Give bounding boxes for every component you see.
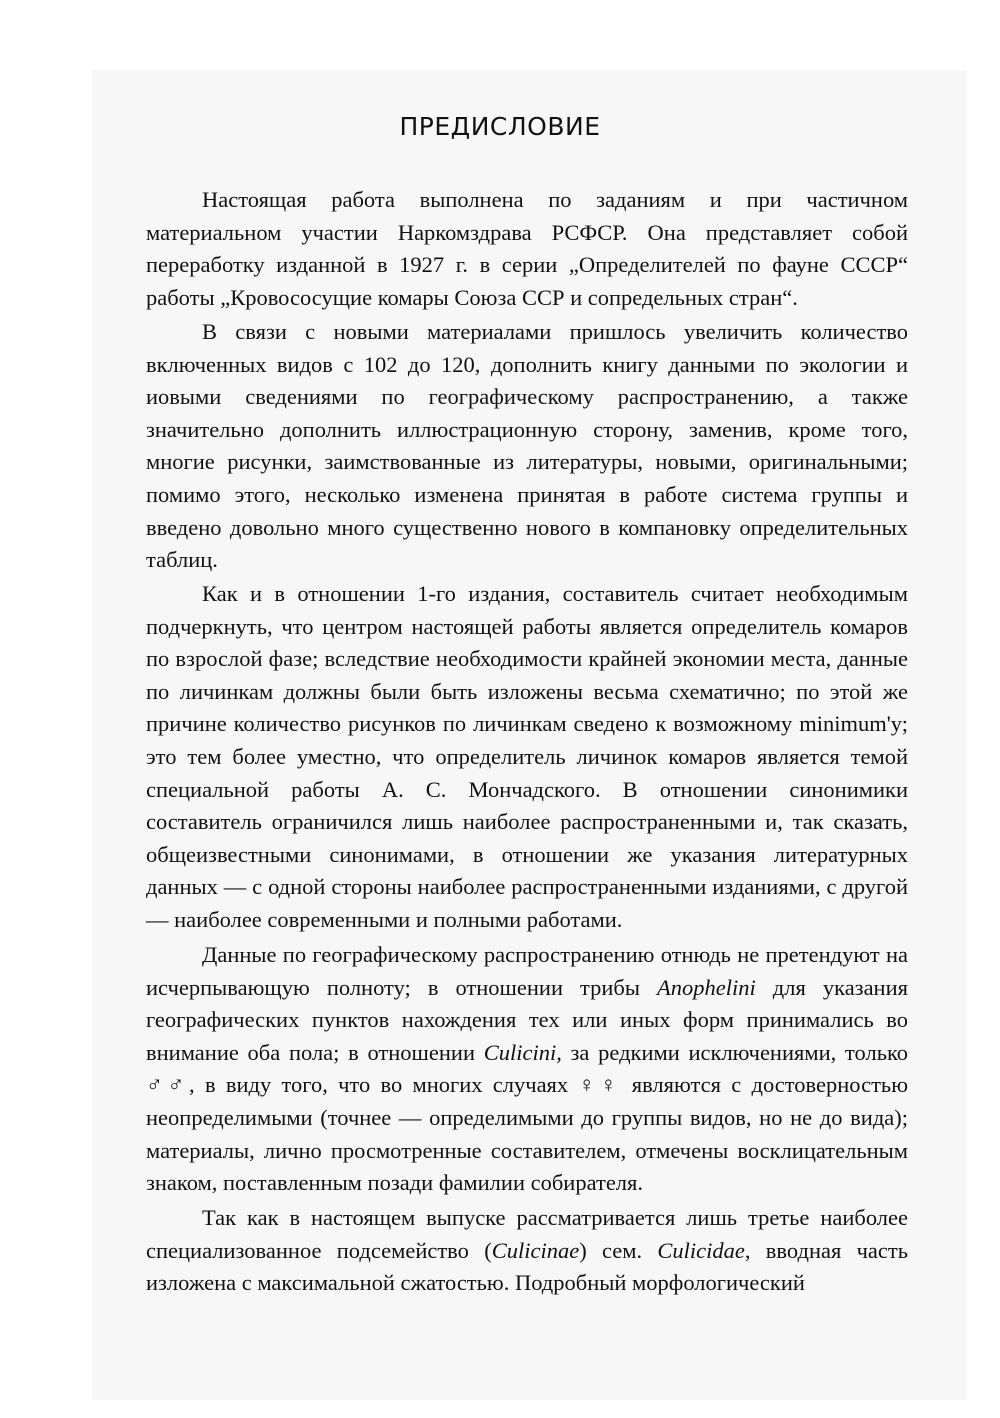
paragraph-5	[146, 1202, 908, 1300]
taxon-anophelini: Anophelini	[657, 974, 756, 1000]
paragraph-5-text-b: ) сем.	[579, 1237, 658, 1263]
page-title: ПРЕДИСЛОВИЕ	[399, 112, 601, 141]
paragraph-4-text-a: Данные по географическому распространению отнюдь не претендуют на исчерпывающую полноту; в отношении трибы	[146, 942, 908, 1000]
taxon-culicinae: Culicinae	[491, 1237, 580, 1263]
paragraph-4	[146, 939, 908, 1200]
paragraph-5-text-c: , вводная часть изложена с максимальной сжатостью. Подробный морфологический	[146, 1237, 908, 1296]
taxon-culicini: Culicini,	[483, 1039, 562, 1065]
paragraph-3: Как и в отношении 1-го издания, составитель считает необходимым подчеркнуть, что центром настоящей работы является определитель комаров по взрослой фазе; вследствие необходимости крайней экономии места, данные по личинкам должны были быть изложены весьма схематично; по этой же причине количество рисунков по личинкам сведено к возможному minimum'у; это тем более уместно, что определитель личинок комаров является темой специальной работы А. С. Мончадского. В отношении синонимики составитель ограничился лишь наиболее распространенными и, так сказать, общеизвестными синонимами, в отношении же указания литературных данных — с одной стороны наиболее распространенными изданиями, с другой — наиболее современными и полными работами.	[146, 581, 908, 932]
paragraph-4-text-b: для указания географических пунктов нахождения тех или иных форм принимались во внимание оба пола; в отношении	[146, 974, 908, 1065]
taxon-culicidae: Culicidae	[657, 1237, 745, 1263]
paragraph-4-text-c: за редкими исключениями, только ♂♂, в виду того, что во многих случаях ♀♀ являются с достоверностью неопределимыми (точнее — определимыми до группы видов, но не до вида); материалы, лично просмотренные составителем, отмечены восклицательным знаком, поставленным позади фамилии собирателя.	[146, 1039, 908, 1196]
paragraph-5-text-a: Так как в настоящем выпуске рассматривается лишь третье наиболее специализованное подсемейство (	[146, 1205, 908, 1263]
paragraph-2: В связи с новыми материалами пришлось увеличить количество включенных видов с 102 до 120, дополнить книгу данными по экологии и иовыми сведениями по географическому распространению, а также значительно дополнить иллюстрационную сторону, заменив, кроме того, многие рисунки, заимствованные из литературы, новыми, оригинальными; помимо этого, несколько изменена принятая в работе система группы и введено довольно много существенно нового в компановку определительных таблиц.	[146, 319, 908, 573]
paragraph-1: Настоящая работа выполнена по заданиям и при частичном материальном участии Наркомздрава РСФСР. Она представляет собой переработку изданной в 1927 г. в серии „Определителей по фауне СССР“ работы „Кровососущие комары Союза ССР и сопредельных стран“.	[146, 187, 908, 310]
